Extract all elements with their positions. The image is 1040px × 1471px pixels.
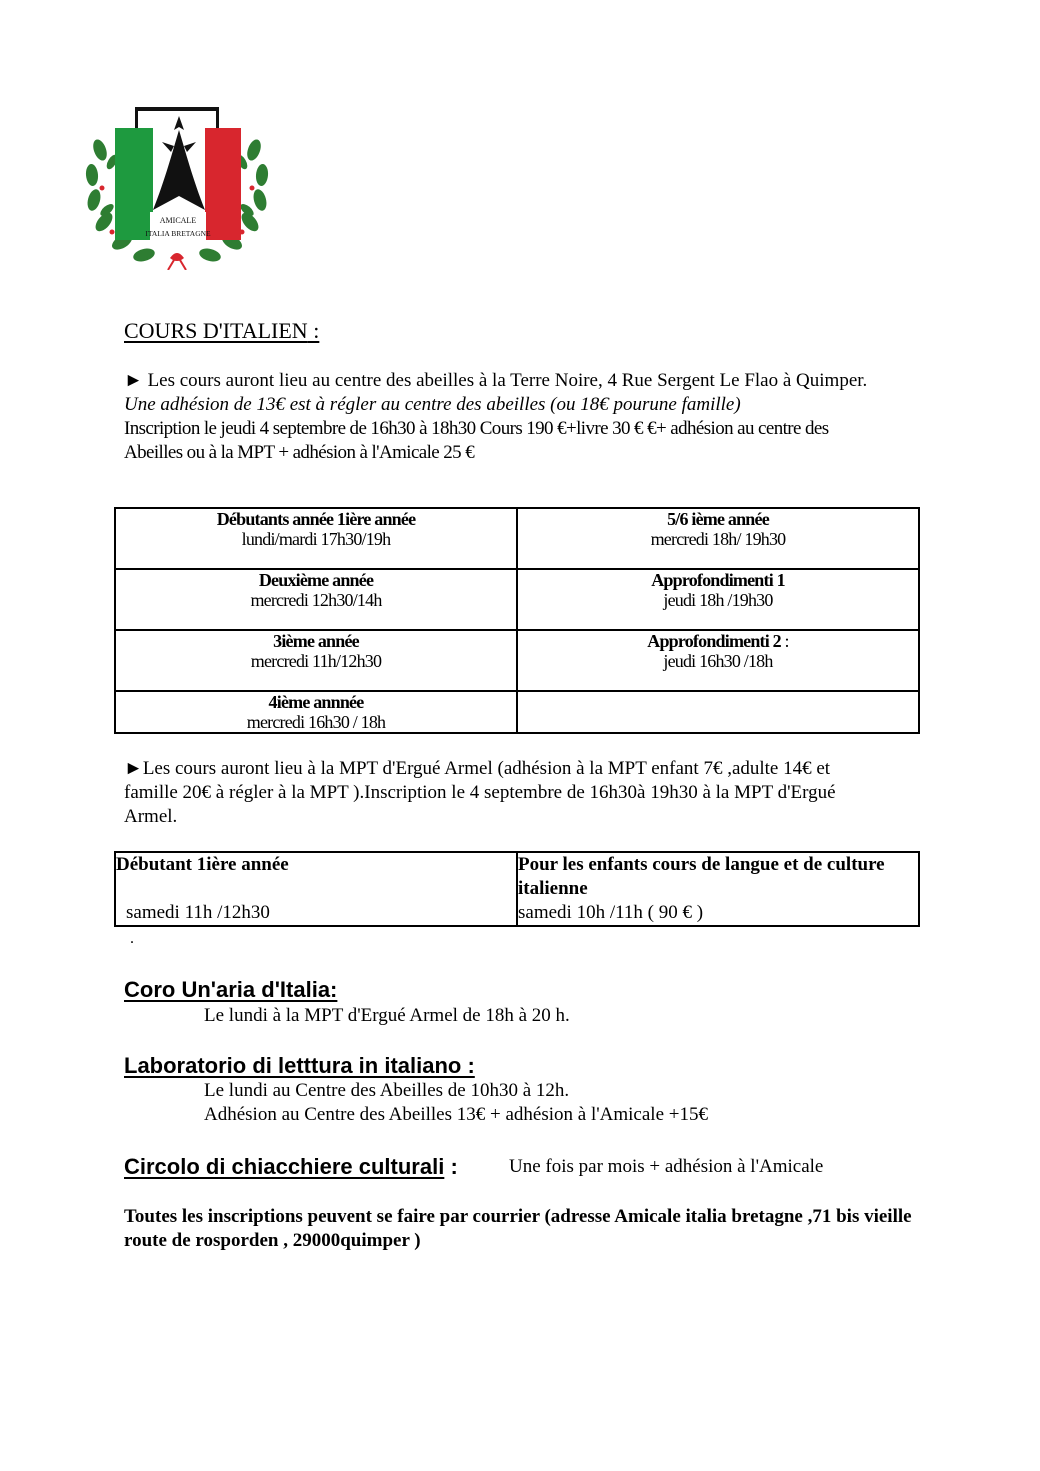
table-row: 3ième année mercredi 11h/12h30 Approfondimenti 2 : jeudi 16h30 /18h bbox=[115, 630, 919, 691]
circolo-text: Une fois par mois + adhésion à l'Amicale bbox=[509, 1156, 824, 1177]
flag-red bbox=[205, 128, 241, 240]
intro-inscription: Inscription le jeudi 4 septembre de 16h30 à 18h30 Cours 190 €+livre 30 € €+ adhésion au centre des Abeilles ou à la MPT + adhésion à l'Amicale 25 € bbox=[124, 418, 829, 463]
flag-green bbox=[115, 128, 153, 240]
table-row: Débutant 1ière année samedi 11h /12h30 Pour les enfants cours de langue et de culture italienne samedi 10h /11h ( 90 € ) bbox=[115, 852, 919, 926]
stray-dot: . bbox=[130, 930, 134, 947]
coro-title: Coro Un'aria d'Italia: bbox=[124, 977, 338, 1002]
amicale-logo bbox=[82, 100, 272, 270]
laboratorio-title: Laboratorio di letttura in italiano : bbox=[124, 1053, 475, 1078]
pointer-icon: ► bbox=[124, 758, 143, 779]
circolo-title: Circolo di chiacchiere culturali : bbox=[124, 1154, 458, 1179]
footer-note: Toutes les inscriptions peuvent se faire par courrier (adresse Amicale italia bretagne ,71 bis vieille route de rosporden , 29000quimper ) bbox=[124, 1206, 912, 1251]
logo-text-italia-bretagne: ITALIA BRETAGNE bbox=[145, 229, 211, 238]
intro-membership: Une adhésion de 13€ est à régler au centre des abeilles (ou 18€ pourune famille) bbox=[124, 394, 741, 415]
page-title: COURS D'ITALIEN : bbox=[124, 318, 320, 343]
intro-paragraph: ► Les cours auront lieu au centre des abeilles à la Terre Noire, 4 Rue Sergent Le Flao à Quimper. Une adhésion de 13€ est à régler au centre des abeilles (ou 18€ pourune famille) Inscription le jeudi 4 septembre de 16h30 à 18h30 Cours 190 €+livre 30 € €+ adhésion au centre des Abeilles ou à la MPT + adhésion à l'Amicale 25 € bbox=[124, 369, 884, 465]
table-row: Deuxième année mercredi 12h30/14h Approfondimenti 1 jeudi 18h /19h30 bbox=[115, 569, 919, 630]
table-row: Débutants année 1ière année lundi/mardi 17h30/19h 5/6 ième année mercredi 18h/ 19h30 bbox=[115, 508, 919, 569]
logo-text-amicale: AMICALE bbox=[159, 216, 197, 225]
mpt-paragraph: ►Les cours auront lieu à la MPT d'Ergué Armel (adhésion à la MPT enfant 7€ ,adulte 14€ et famille 20€ à régler à la MPT ).Inscription le 4 septembre de 16h30à 19h30 à la MPT d'Ergué Armel. bbox=[124, 758, 836, 827]
coro-text: Le lundi à la MPT d'Ergué Armel de 18h à 20 h. bbox=[204, 1005, 570, 1026]
table-row: 4ième annnée mercredi 16h30 / 18h bbox=[115, 691, 919, 733]
laboratorio-text: Le lundi au Centre des Abeilles de 10h30 à 12h. Adhésion au Centre des Abeilles 13€ + adhésion à l'Amicale +15€ bbox=[204, 1080, 708, 1125]
pointer-icon: ► bbox=[124, 370, 143, 391]
schedule-abeilles-table bbox=[114, 507, 920, 734]
schedule-mpt-table bbox=[114, 851, 920, 927]
